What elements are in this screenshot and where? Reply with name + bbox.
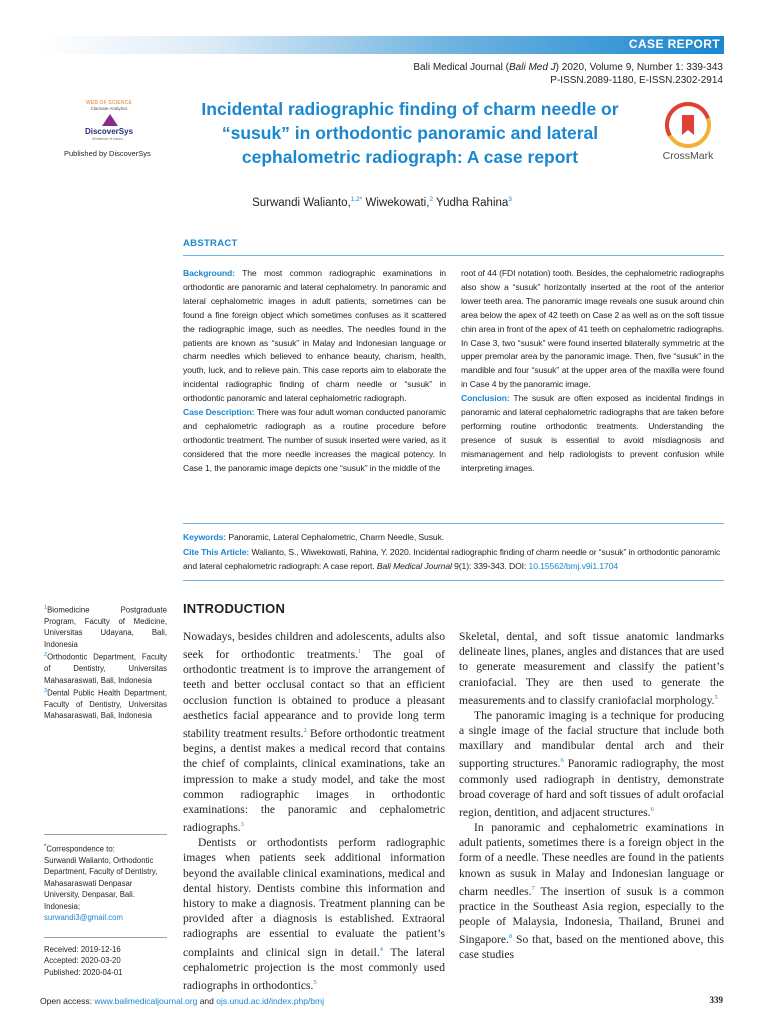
case-description-label: Case Description:: [183, 407, 255, 418]
discoversys-logo: DiscoverSys: [84, 127, 134, 136]
correspondence-label-text: Correspondence to:: [46, 844, 115, 854]
affiliation-number: 3: [44, 688, 48, 695]
cite-volume: 9: [451, 561, 459, 571]
intro-text: In panoramic and cephalometric examinations in adult patients, sometimes there is a foreign object in the form of a needle. These needles are found in the patients known as susuk in Malay and Indonesian language or charm needles.: [459, 821, 724, 898]
journal-website-link[interactable]: www.balimedicaljournal.org: [94, 996, 198, 1006]
keywords-line: [183, 530, 724, 545]
cite-line: [183, 545, 724, 574]
author-affil: 2: [429, 196, 434, 203]
keywords-divider-top: [183, 523, 724, 524]
section-label: CASE REPORT: [628, 37, 720, 51]
intro-paragraph: [183, 629, 445, 835]
correspondence-label: *Correspondence to:: [44, 844, 115, 854]
clarivate-logo: Clarivate Analytics: [90, 106, 128, 111]
citation-ref[interactable]: 5: [313, 978, 317, 986]
citation-ref[interactable]: 1: [358, 648, 362, 656]
citation-ref[interactable]: 6: [560, 757, 564, 765]
journal-abbrev: Bali Med J: [508, 62, 556, 73]
journal-line-suffix: ) 2020, Volume 9, Number 1: 339-343: [555, 62, 723, 73]
intro-text: Dentists or orthodontists perform radiographic images when patients seek additional information beyond the available clinical examinations, medical and dental history. Dentists combine this information and history to make a diagnosis. Treatment planning can be provided after a diagnosis is established. Extraoral radiographs are essential to evaluate the patient’s complaints and clinical sign in detail.: [183, 836, 445, 959]
conclusion-label: Conclusion:: [461, 393, 510, 404]
citation-ref[interactable]: 7: [531, 884, 535, 892]
wos-logo: WEB OF SCIENCE: [85, 100, 133, 106]
footer-and: and: [197, 996, 217, 1006]
intro-paragraph: [459, 629, 724, 708]
cite-label: Cite This Article:: [183, 546, 250, 557]
body-right-column: [459, 629, 724, 963]
footer: [40, 996, 324, 1006]
intro-text: Panoramic radiography, the most commonly used radiograph in dentistry, demonstrate broad coverage of hard and soft tissues of adult orofacial region, dentition, and adjacent structures.: [459, 757, 724, 819]
keywords-text: Panoramic, Lateral Cephalometric, Charm Needle, Susuk.: [226, 532, 445, 542]
intro-text: The goal of orthodontic treatment is to improve the arrangement of teeth and better occlusal contact so that an efficient occlusion function is obtained to produce a pleasant aesthetics facial appearance and to provide long term stability treatment results.: [183, 648, 445, 740]
affiliation-item: [44, 686, 167, 722]
abstract-heading: ABSTRACT: [183, 238, 238, 249]
intro-paragraph: [459, 708, 724, 820]
intro-text: Nowadays, besides children and adolescents, adults also seek for orthodontic treatments.: [183, 630, 445, 662]
affiliation-number: 1: [44, 605, 48, 611]
received-date: Received: 2019-12-16: [44, 945, 121, 954]
citation-ref[interactable]: 8: [508, 933, 513, 941]
affiliation-item: [44, 650, 167, 686]
cite-journal: Bali Medical Journal: [376, 561, 452, 571]
citation-ref[interactable]: 3: [240, 821, 244, 829]
abstract-right-column: [461, 267, 724, 476]
author-name: Yudha Rahina: [433, 196, 509, 209]
background-text: The most common radiographic examinations in orthodontic are panoramic and lateral cephalometry. In panoramic and lateral cephalometric images in adult patients, sometimes can be found a fine foreign object which sometimes confuses as it scattered the radiographic image, such as needles. The needles found in the patients are known as “susuk” in Malay and Indonesian language or charm needles which believed to enhance beauty, charism, health, youth, luck, and to relieve pain. This case reports aim to elaborate the incidental radiographic finding of charm needle or “susuk” in orthodontic panoramic and lateral cephalometric radiograph.: [183, 268, 446, 404]
intro-text: The panoramic imaging is a technique for producing a single image of the facial structure that include both maxillary and mandibular dental arch and their supporting structures.: [459, 708, 724, 771]
correspondence-email[interactable]: surwandi3@gmail.com: [44, 913, 123, 923]
intro-text: The lateral cephalometric projection is the most commonly used radiographs in orthodontics.: [183, 945, 445, 992]
case-description-continued: root of 44 (FDI notation) tooth. Besides, the cephalometric radiographs also show a “susuk” horizontally inserted at the root of the anterior lower teeth area. The panoramic image reveals one susuk around chin area below the apex of 42 teeth on Case 2 as well as on the soft tissue chin area in front of the apex of 41 teeth on cephalometric radiographs. In Case 3, two “susuk” were found inserted bilaterally symmetric at the upper premolar area by the panoramic image. Then, five “susuk” in the mandible and four “susuk” at the upper area of the maxilla were found in Case 4 by the panoramic image.: [461, 268, 724, 390]
author-affil: 3: [508, 196, 512, 203]
author-affil: 1,2*: [350, 196, 363, 203]
doi-link[interactable]: 10.15562/bmj.v9i1.1704: [528, 561, 619, 571]
author-name: Wiwekowati,: [362, 196, 430, 209]
crossmark-label: CrossMark: [662, 150, 714, 162]
affiliation-item: [44, 603, 167, 650]
citation-ref[interactable]: 5: [714, 693, 718, 701]
background-label: Background:: [183, 268, 235, 278]
header-bar: [40, 36, 724, 54]
intro-paragraph: [459, 820, 724, 963]
keywords-block: [183, 530, 724, 574]
journal-citation-line: [413, 61, 723, 74]
cite-pages: (1): 339-343. DOI:: [458, 561, 529, 571]
abstract-left-column: [183, 267, 446, 476]
case-description-text: There was four adult woman conducted panoramic and cephalometric radiograph as a routine procedure before orthodontic treatment. The number of susuk inserted were varied, as it considered that the more needle increases the magical potency. In Case 1, the panoramic image depicts one “susuk” in the middle of the: [183, 407, 446, 473]
published-by: Published by DiscoverSys: [64, 149, 151, 158]
affiliation-text: Dental Public Health Department, Faculty of Dentistry, Universitas Mahasaraswati, Bali, Indonesia: [44, 688, 167, 721]
citation-ref[interactable]: 2: [303, 727, 307, 735]
correspondence: [44, 842, 167, 923]
intro-text: So that, based on the mentioned above, this case studies: [459, 933, 724, 962]
crossmark-badge[interactable]: [658, 102, 718, 162]
discoversys-tagline: Whatever it takes...: [91, 136, 127, 141]
affiliation-number: 2: [44, 652, 48, 659]
body-left-column: [183, 629, 445, 993]
affiliation-text: Orthodontic Department, Faculty of Dentistry, Universitas Mahasaraswati, Bali, Indonesia: [44, 652, 167, 685]
published-date: Published: 2020-04-01: [44, 967, 123, 977]
affiliations: [44, 603, 167, 722]
keywords-divider-bottom: [183, 580, 724, 581]
ojs-link[interactable]: ojs.unud.ac.id/index.php/bmj: [216, 996, 324, 1006]
journal-info: [413, 61, 723, 87]
journal-line-prefix: Bali Medical Journal (: [413, 62, 509, 73]
author-name: Surwandi Walianto,: [252, 196, 351, 209]
intro-paragraph: [183, 835, 445, 993]
article-title: Incidental radiographic finding of charm needle or “susuk” in orthodontic panoramic and lateral cephalometric radiograph: A case report: [201, 99, 619, 167]
conclusion-text: The susuk are often exposed as incidental findings in panoramic and lateral cephalometric radiographs that are taken before performing routine orthodontic treatments. Understanding the presence of susuk is essential to avoid misdiagnosis and mismanagement and help radiologists to prevent confusion while interpreting images.: [461, 393, 724, 473]
citation-ref[interactable]: 4: [379, 945, 383, 953]
correspondence-text: Surwandi Walianto, Orthodontic Department, Faculty of Dentistry, Mahasaraswati Denpasar University, Denpasar, Bali. Indonesia;: [44, 856, 158, 911]
sidebar-divider: [44, 834, 167, 835]
accepted-date: Accepted: 2020-03-20: [44, 956, 121, 966]
sidebar-divider: [44, 937, 167, 938]
abstract-divider: [183, 255, 724, 256]
intro-text: Skeletal, dental, and soft tissue anatomic landmarks delineate lines, planes, angles and distances that are used to generate measurement and classify the patient’s craniofacial. They are then used to generate the measurements and to classify craniofacial morphology.: [459, 630, 724, 707]
cite-text: Walianto, S., Wiwekowati, Rahina, Y. 2020. Incidental radiographic finding of charm needle or “susuk” in orthodontic panoramic and lateral cephalometric radiograph: A case report.: [183, 546, 721, 571]
crossmark-icon: [665, 102, 711, 148]
introduction-heading: INTRODUCTION: [183, 601, 286, 616]
open-access-label: Open access:: [40, 996, 95, 1006]
intro-text: The insertion of susuk is a common practice in the Southeast Asia region, especially to the people of Malaysia, Indonesia, Thailand, Brunei and Singapore.: [459, 884, 724, 947]
page-number: 339: [709, 995, 723, 1005]
intro-text: Before orthodontic treatment begins, a dentist makes a medical record that contains the chief of complaints, clinical examinations, take an impression to make a study model, and take the most common radiographic images in orthodontic examinations: the panoramic and cephalometric radiographs.: [183, 726, 445, 835]
citation-ref[interactable]: 6: [650, 805, 654, 813]
publisher-logos: [64, 100, 176, 158]
issn: P-ISSN.2089-1180, E-ISSN.2302-2914: [550, 75, 723, 86]
discoversys-icon: [102, 114, 118, 126]
keywords-label: Keywords:: [183, 532, 227, 542]
author-list: [40, 196, 724, 209]
affiliation-text: Biomedicine Postgraduate Program, Faculty of Medicine, Universitas Udayana, Bali, Indonesia: [44, 605, 167, 649]
article-dates: [44, 944, 167, 978]
